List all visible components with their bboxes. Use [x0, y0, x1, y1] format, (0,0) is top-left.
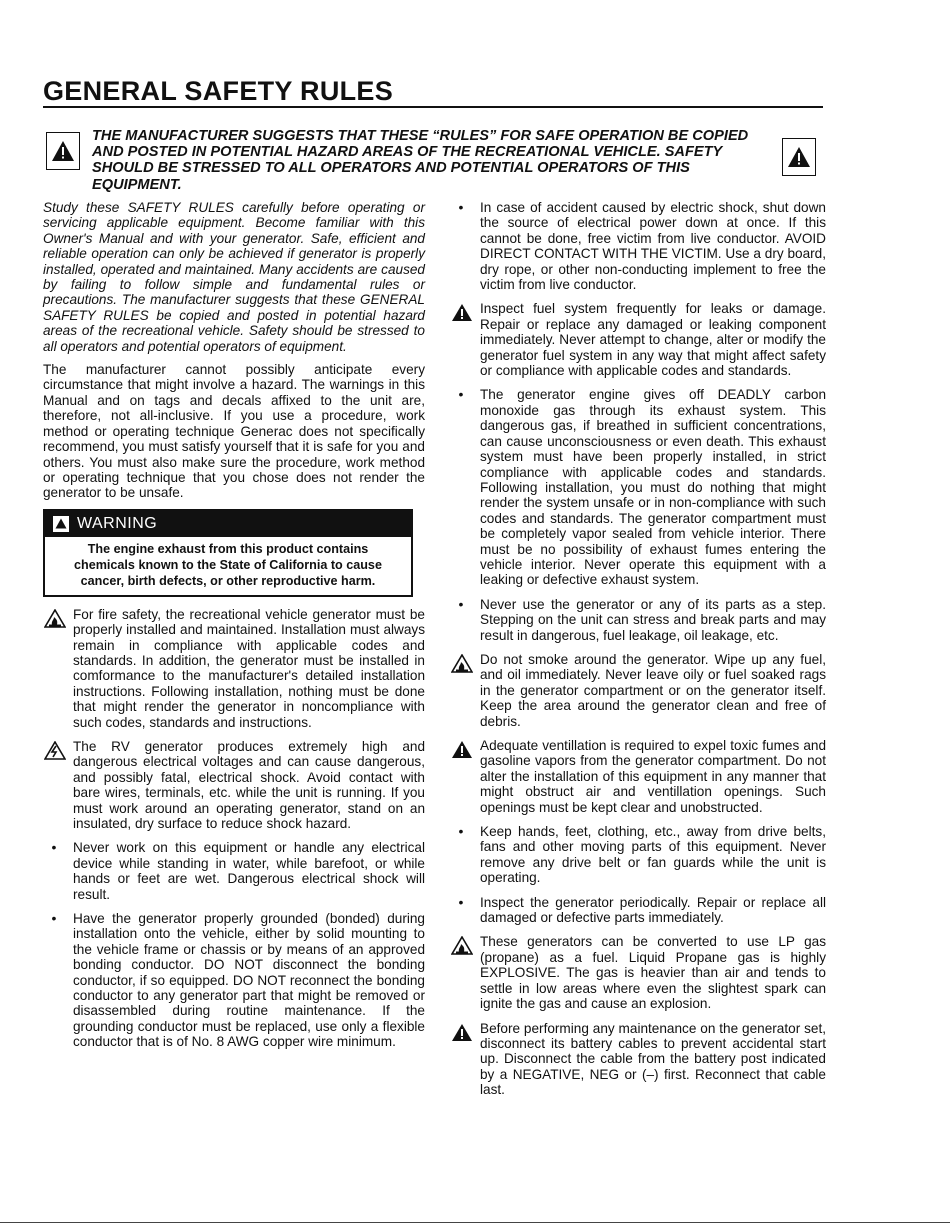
safety-rule-text: Inspect fuel system frequently for leaks or damage. Repair or replace any damaged or leaking component immediately. Never attempt to change, alter or modify the generator fuel system in any way that might affect safety or compliance with applicable codes and standards. — [480, 301, 826, 379]
left-column — [43, 200, 425, 1059]
bullet-icon: • — [458, 893, 464, 910]
safety-rule-item — [450, 387, 826, 587]
right-item-list — [450, 200, 826, 1098]
safety-rule-text: Inspect the generator periodically. Repair or replace all damaged or defective parts immediately. — [480, 894, 826, 926]
safety-rule-text: Never work on this equipment or handle any electrical device while standing in water, while barefoot, or while hands or feet are wet. Dangerous electrical shock will result. — [73, 840, 425, 902]
safety-rule-item — [450, 824, 826, 886]
safety-rule-item — [450, 652, 826, 729]
bullet-icon: • — [458, 386, 464, 403]
safety-rule-text: The generator engine gives off DEADLY carbon monoxide gas through its exhaust system. This dangerous gas, if breathed in sufficient concentrations, can cause unconsciousness or even death. This exhaust system must have been properly installed, in strict compliance with applicable codes and standards. Following installation, you must do nothing that might render the system unsafe or in non-compliance with such codes and standards. The generator compartment must be completely vapor sealed from vehicle interior. There must be no possibility of exhaust fumes entering the vehicle interior. Never operate this equipment with a leaking or defective exhaust system. — [480, 387, 826, 588]
fire-hazard-icon — [450, 936, 474, 958]
safety-rule-text: The RV generator produces extremely high and dangerous electrical voltages and can cause dangerous, and possibly fatal, electrical shock. Avoid contact with bare wires, terminals, etc. while the unit is running. If you must work around an operating generator, stand on an insulated, dry surface to reduce shock hazard. — [73, 738, 425, 831]
warning-triangle-icon — [450, 303, 474, 325]
safety-rule-text: Keep hands, feet, clothing, etc., away from drive belts, fans and other moving parts of this equipment. Never remove any drive belt or fan guards while the unit is operating. — [480, 824, 826, 886]
safety-rule-item — [450, 738, 826, 815]
safety-rule-text: Before performing any maintenance on the generator set, disconnect its battery cables to prevent accidental start up. Disconnect the cable from the battery post indicated by a NEGATIVE, NEG or (–) first. Reconnect that cable last. — [480, 1020, 826, 1098]
warning-text: The engine exhaust from this product contains chemicals known to the State of California to cause cancer, birth defects, or other reproductive harm. — [74, 541, 382, 588]
safety-rule-text: These generators can be converted to use LP gas (propane) as a fuel. Liquid Propane gas is highly EXPLOSIVE. The gas is heavier than air and tends to settle in low areas where even the slightest spark can ignite the gas and cause an explosion. — [480, 934, 826, 1012]
intro-paragraph: Study these SAFETY RULES carefully before operating or servicing applicable equipment. Become familiar with this Owner's Manual and with your generator. Safe, efficient and reliable operation can only be achieved if generator is properly installed, operated and maintained. Many accidents are caused by failing to follow simple and fundamental rules or precautions. The manufacturer suggests that these GENERAL SAFETY RULES be copied and posted in potential hazard areas of the recreational vehicle. Safety should be stressed to all operators and potential operators of equipment. — [43, 200, 425, 354]
safety-banner — [44, 128, 824, 193]
safety-rule-item — [450, 895, 826, 926]
safety-rule-text: Adequate ventillation is required to expel toxic fumes and gasoline vapors from the generator compartment. Do not alter the installation of this equipment in any manner that might obstruct air and ventillation openings. Such openings must be kept clear and unobstructed. — [480, 738, 826, 815]
bullet-icon: • — [458, 823, 464, 840]
safety-rule-text: Do not smoke around the generator. Wipe up any fuel, and oil immediately. Never leave oily or fuel soaked rags in the generator compartment or on the generator itself. Keep the area around the generator clean and free of debris. — [480, 651, 826, 729]
electric-shock-icon — [43, 741, 67, 763]
safety-rule-text: Have the generator properly grounded (bonded) during installation onto the vehicle, either by solid mounting to the vehicle frame or chassis or by means of an approved bonding conductor. DO NOT disconnect the bonding conductor, if so equipped. DO NOT reconnect the bonding conductor to any generator part that might be removed or disassembled during routine maintenance. If the grounding conductor must be replaced, use only a flexible conductor that is of No. 8 AWG copper wire minimum. — [73, 911, 425, 1050]
safety-rule-item — [43, 840, 425, 902]
warning-triangle-icon — [53, 516, 69, 532]
right-column — [450, 200, 826, 1107]
title-rule — [43, 106, 823, 108]
disclaimer-paragraph: The manufacturer cannot possibly anticipate every circumstance that might involve a hazard. The warnings in this Manual and on tags and decals affixed to the unit are, therefore, not all-inclusive. If you use a procedure, work method or operating technique Generac does not specifically recommend, you must satisfy yourself that it is safe for you and others. You must also make sure the procedure, work method or operating technique that you chose does not render the generator to be unsafe. — [43, 362, 425, 501]
bullet-icon: • — [51, 910, 57, 927]
warning-header — [45, 511, 411, 537]
bullet-icon: • — [458, 595, 464, 612]
safety-rule-item — [450, 934, 826, 1011]
safety-rule-item — [450, 597, 826, 643]
safety-rule-item — [43, 739, 425, 831]
page-title: GENERAL SAFETY RULES — [43, 76, 394, 106]
safety-rule-item — [450, 1021, 826, 1098]
safety-rule-item — [450, 301, 826, 378]
bottom-rule — [0, 1222, 950, 1223]
bullet-icon: • — [458, 199, 464, 215]
california-warning-box — [43, 509, 413, 597]
safety-rule-item — [43, 607, 425, 730]
safety-rule-text: For fire safety, the recreational vehicle generator must be properly installed and maintained. Installation must always remain in compliance with applicable codes and standards. In addition, the generator must be installed in comformance to the manufacturer's detailed installation instructions. Following installation, nothing must be done that might render the generator in noncompliance with such codes, standards and instructions. — [73, 606, 425, 730]
warning-triangle-icon — [782, 138, 816, 176]
warning-triangle-icon — [46, 132, 80, 170]
warning-triangle-icon — [450, 1023, 474, 1045]
safety-rule-item — [450, 200, 826, 292]
safety-rule-item — [43, 911, 425, 1050]
left-item-list — [43, 607, 425, 1050]
fire-hazard-icon — [43, 609, 67, 631]
safety-rule-text: Never use the generator or any of its parts as a step. Stepping on the unit can stress and break parts and may result in dangerous, fuel leakage, oil leakage, etc. — [480, 596, 826, 643]
safety-rule-text: In case of accident caused by electric shock, shut down the source of electrical power down at once. If this cannot be done, free victim from live conductor. AVOID DIRECT CONTACT WITH THE VICTIM. Use a dry board, dry rope, or other non-conducting implement to free the victim from live conductor. — [480, 200, 826, 293]
warning-triangle-icon — [450, 740, 474, 762]
warning-label: WARNING — [77, 515, 158, 533]
bullet-icon: • — [51, 839, 57, 856]
fire-hazard-icon — [450, 654, 474, 676]
banner-text: THE MANUFACTURER SUGGESTS THAT THESE “RULES” FOR SAFE OPERATION BE COPIED AND POSTED IN POTENTIAL HAZARD AREAS OF THE RECREATIONAL VEHICLE. SAFETY SHOULD BE STRESSED TO ALL OPERATORS AND POTENTIAL OPERATORS OF THIS EQUIPMENT. — [92, 128, 749, 193]
